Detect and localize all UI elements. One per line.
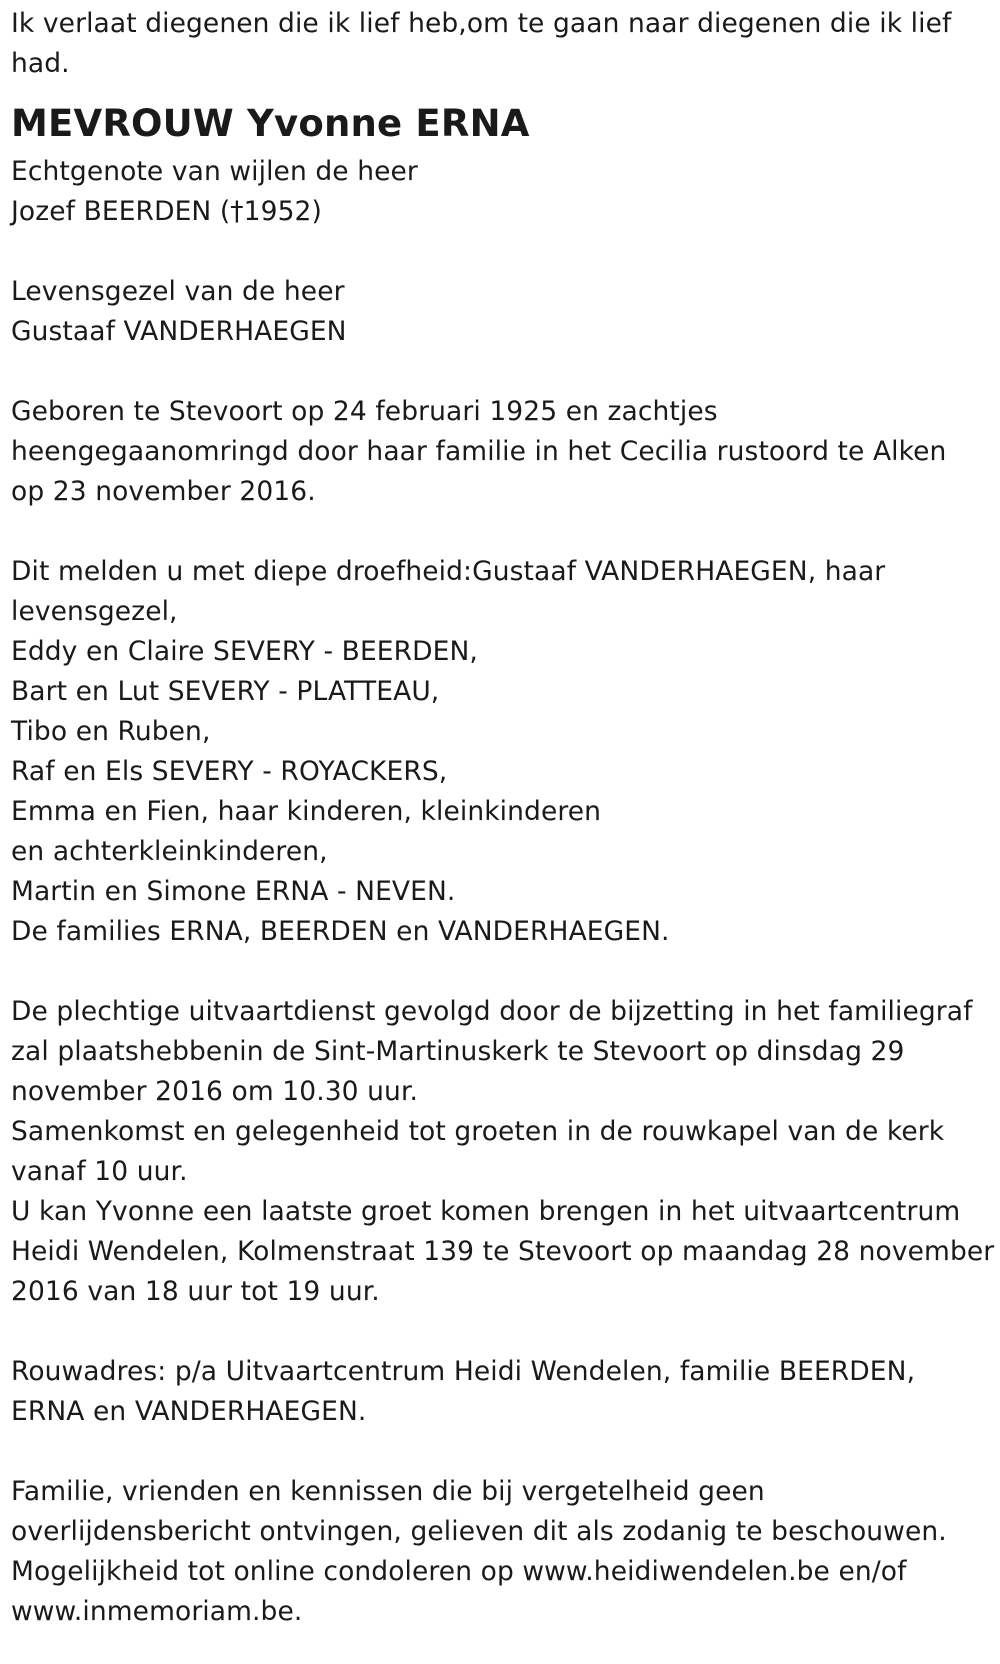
- funeral-line: november 2016 om 10.30 uur.: [11, 1076, 419, 1107]
- birth-death-paragraph: [11, 392, 991, 512]
- family-line: Martin en Simone ERNA - NEVEN.: [11, 876, 456, 907]
- closing-paragraph: [11, 1472, 991, 1632]
- funeral-line: Heidi Wendelen, Kolmenstraat 139 te Stevoort op maandag 28 november: [11, 1236, 995, 1267]
- deceased-name-title: MEVROUW Yvonne ERNA: [11, 102, 530, 145]
- closing-line: www.inmemoriam.be.: [11, 1596, 303, 1627]
- family-line: Emma en Fien, haar kinderen, kleinkinderen: [11, 796, 602, 827]
- address-line: Rouwadres: p/a Uitvaartcentrum Heidi Wendelen, familie BEERDEN,: [11, 1356, 916, 1387]
- birth-death-line: heengegaanomringd door haar familie in het Cecilia rustoord te Alken: [11, 436, 947, 467]
- closing-line: overlijdensbericht ontvingen, gelieven dit als zodanig te beschouwen.: [11, 1516, 947, 1547]
- family-line: en achterkleinkinderen,: [11, 836, 328, 867]
- family-line: De families ERNA, BEERDEN en VANDERHAEGEN.: [11, 916, 670, 947]
- family-line: levensgezel,: [11, 596, 178, 627]
- motto-line: had.: [11, 48, 70, 79]
- closing-line: Familie, vrienden en kennissen die bij vergetelheid geen: [11, 1476, 765, 1507]
- funeral-line: U kan Yvonne een laatste groet komen brengen in het uitvaartcentrum: [11, 1196, 961, 1227]
- partner-line: Gustaaf VANDERHAEGEN: [11, 316, 347, 347]
- funeral-line: Samenkomst en gelegenheid tot groeten in de rouwkapel van de kerk: [11, 1116, 945, 1147]
- address-line: ERNA en VANDERHAEGEN.: [11, 1396, 367, 1427]
- address-paragraph: [11, 1352, 991, 1432]
- funeral-paragraph: [11, 992, 995, 1312]
- obituary-document: [11, 4, 995, 1632]
- birth-death-line: Geboren te Stevoort op 24 februari 1925 en zachtjes: [11, 396, 718, 427]
- funeral-line: vanaf 10 uur.: [11, 1156, 188, 1187]
- funeral-line: 2016 van 18 uur tot 19 uur.: [11, 1276, 380, 1307]
- paragraph-gap: [11, 1312, 991, 1352]
- motto-paragraph: [11, 4, 991, 84]
- partner-line: Levensgezel van de heer: [11, 276, 345, 307]
- family-line: Eddy en Claire SEVERY - BEERDEN,: [11, 636, 478, 667]
- family-line: Raf en Els SEVERY - ROYACKERS,: [11, 756, 448, 787]
- paragraph-gap: [11, 232, 991, 272]
- paragraph-gap: [11, 512, 991, 552]
- motto-line: Ik verlaat diegenen die ik lief heb,om te gaan naar diegenen die ik lief: [11, 8, 952, 39]
- birth-death-line: op 23 november 2016.: [11, 476, 316, 507]
- spouse-paragraph: [11, 152, 991, 232]
- partner-paragraph: [11, 272, 991, 352]
- spouse-line: Echtgenote van wijlen de heer: [11, 156, 418, 187]
- family-line: Tibo en Ruben,: [11, 716, 211, 747]
- funeral-line: zal plaatshebbenin de Sint-Martinuskerk te Stevoort op dinsdag 29: [11, 1036, 905, 1067]
- spouse-line: Jozef BEERDEN (†1952): [11, 196, 322, 227]
- closing-line: Mogelijkheid tot online condoleren op www.heidiwendelen.be en/of: [11, 1556, 907, 1587]
- family-line: Bart en Lut SEVERY - PLATTEAU,: [11, 676, 440, 707]
- paragraph-gap: [11, 952, 991, 992]
- family-line: Dit melden u met diepe droefheid:Gustaaf VANDERHAEGEN, haar: [11, 556, 886, 587]
- paragraph-gap: [11, 1432, 991, 1472]
- paragraph-gap: [11, 352, 991, 392]
- family-paragraph: [11, 552, 991, 952]
- funeral-line: De plechtige uitvaartdienst gevolgd door de bijzetting in het familiegraf: [11, 996, 973, 1027]
